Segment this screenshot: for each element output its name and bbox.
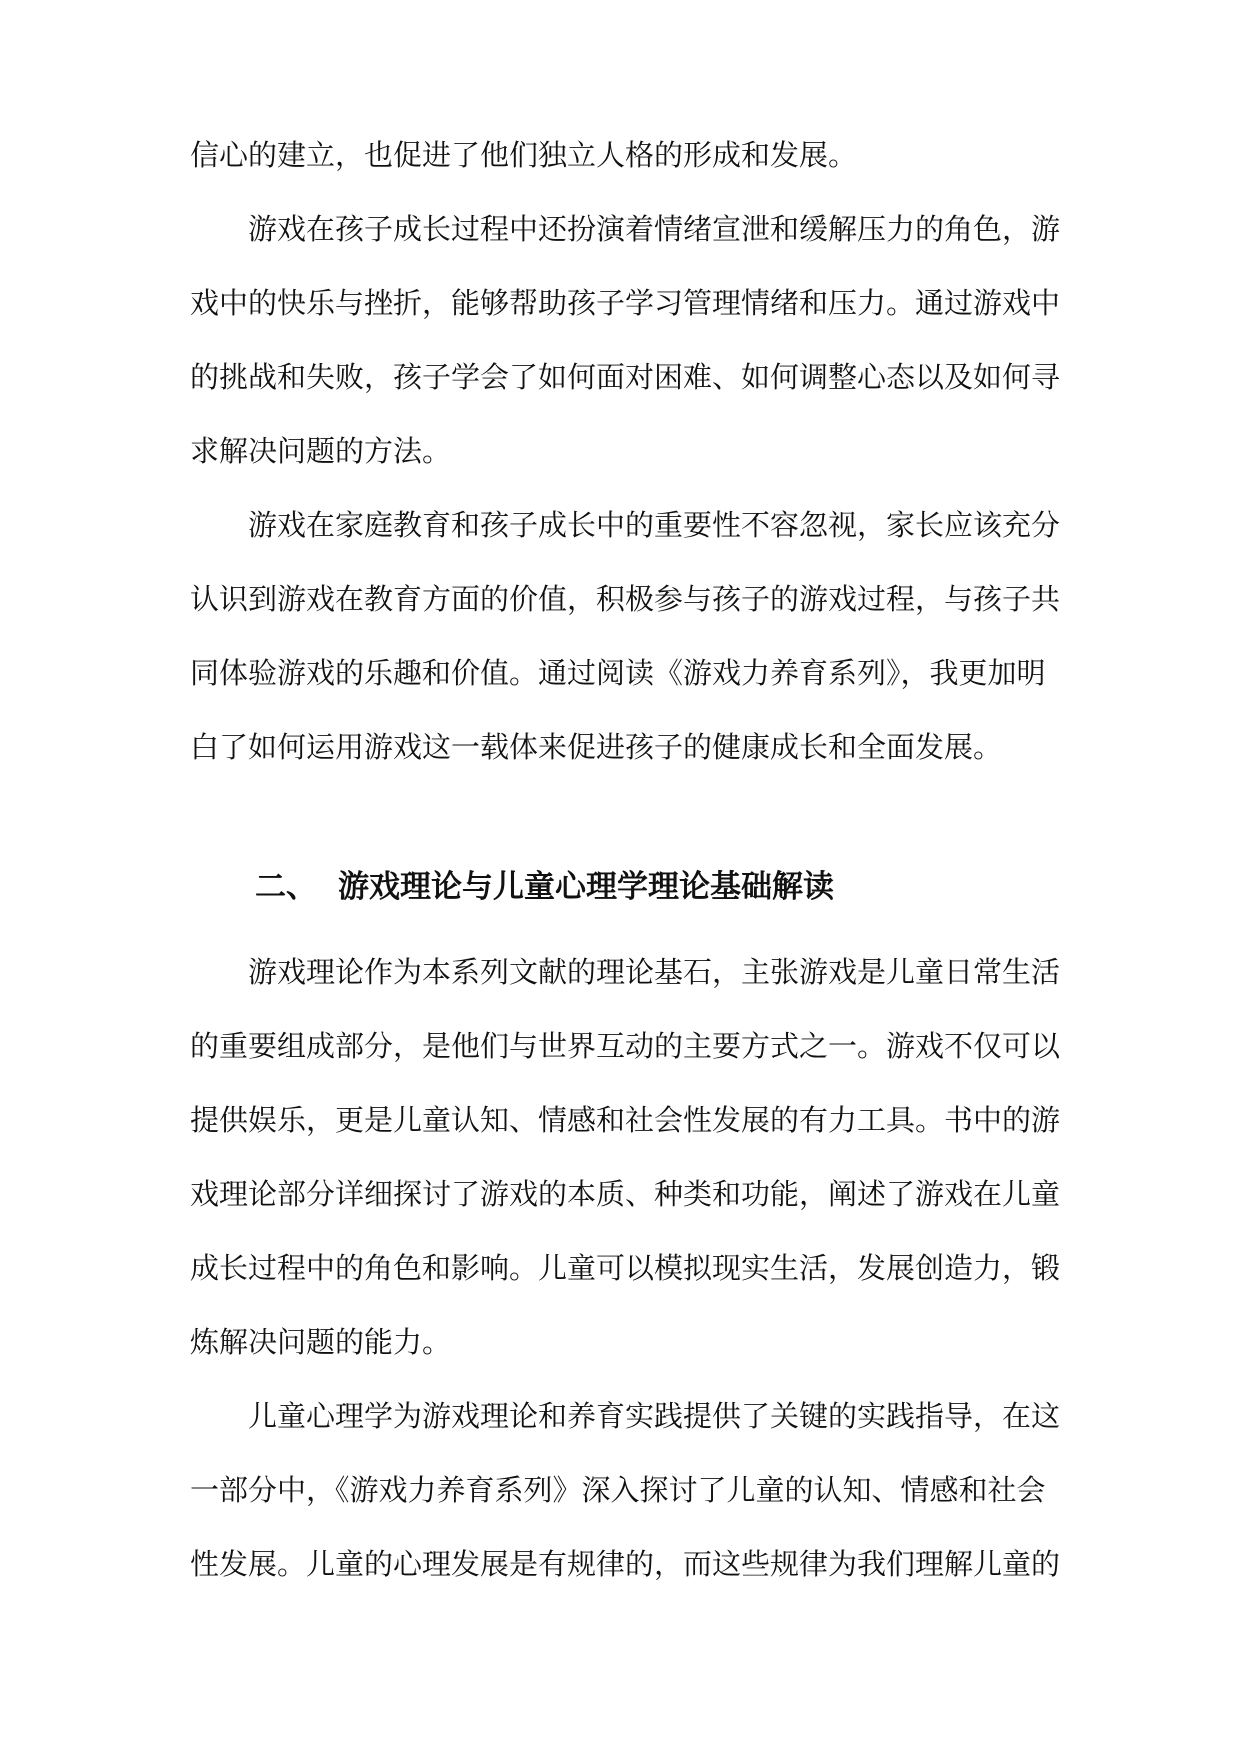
text-line: 炼解决问题的能力。 [190, 1325, 452, 1359]
body-text-bottom [190, 935, 1070, 1601]
section-heading-title: 游戏理论与儿童心理学理论基础解读 [338, 869, 834, 905]
text-line: 游戏理论作为本系列文献的理论基石，主张游戏是儿童日常生活 [248, 955, 1061, 989]
text-line: 成长过程中的角色和影响。儿童可以模拟现实生活，发展创造力，锻 [190, 1251, 1061, 1285]
text-line: 戏理论部分详细探讨了游戏的本质、种类和功能，阐述了游戏在儿童 [190, 1177, 1061, 1211]
paragraph [190, 1379, 1070, 1601]
paragraph [190, 118, 1070, 192]
paragraph [190, 192, 1070, 488]
text-line: 游戏在家庭教育和孩子成长中的重要性不容忽视，家长应该充分 [248, 508, 1061, 542]
text-line: 一部分中，《游戏力养育系列》深入探讨了儿童的认知、情感和社会 [190, 1473, 1046, 1507]
text-line: 白了如何运用游戏这一载体来促进孩子的健康成长和全面发展。 [190, 730, 1003, 764]
text-line: 认识到游戏在教育方面的价值，积极参与孩子的游戏过程，与孩子共 [190, 582, 1061, 616]
section-heading-number: 二、 [255, 869, 317, 905]
text-line: 同体验游戏的乐趣和价值。通过阅读《游戏力养育系列》，我更加明 [190, 656, 1046, 690]
body-text-top [190, 118, 1070, 784]
text-line: 的挑战和失败，孩子学会了如何面对困难、如何调整心态以及如何寻 [190, 360, 1061, 394]
text-line: 儿童心理学为游戏理论和养育实践提供了关键的实践指导，在这 [248, 1399, 1061, 1433]
text-line: 信心的建立，也促进了他们独立人格的形成和发展。 [190, 138, 858, 172]
text-line: 戏中的快乐与挫折，能够帮助孩子学习管理情绪和压力。通过游戏中 [190, 286, 1061, 320]
text-line: 求解决问题的方法。 [190, 434, 452, 468]
paragraph [190, 488, 1070, 784]
section-heading [255, 852, 834, 922]
text-line: 的重要组成部分，是他们与世界互动的主要方式之一。游戏不仅可以 [190, 1029, 1061, 1063]
text-line: 提供娱乐，更是儿童认知、情感和社会性发展的有力工具。书中的游 [190, 1103, 1061, 1137]
text-line: 游戏在孩子成长过程中还扮演着情绪宣泄和缓解压力的角色，游 [248, 212, 1061, 246]
paragraph [190, 935, 1070, 1379]
text-line: 性发展。儿童的心理发展是有规律的，而这些规律为我们理解儿童的 [190, 1547, 1061, 1581]
